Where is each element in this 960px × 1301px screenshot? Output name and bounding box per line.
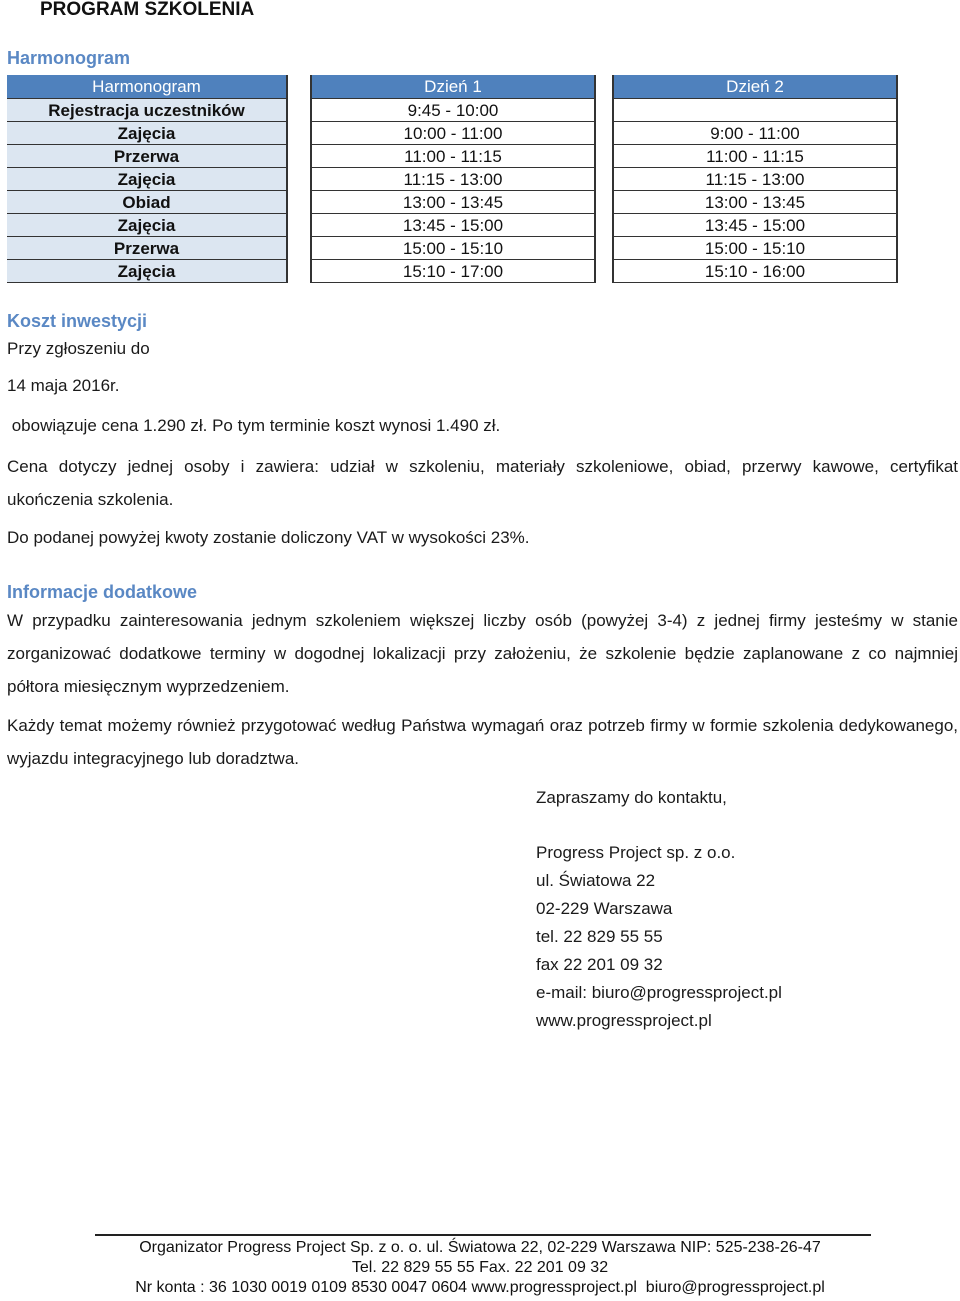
contact-invite: Zapraszamy do kontaktu,	[536, 788, 727, 807]
table-cell: 9:45 - 10:00	[312, 99, 594, 122]
table-cell: 15:00 - 15:10	[312, 237, 594, 260]
table-row-label: Zajęcia	[7, 122, 288, 145]
contact-phone: tel. 22 829 55 55	[536, 927, 663, 946]
schedule-labels-column	[7, 75, 288, 283]
contact-fax: fax 22 201 09 32	[536, 955, 663, 974]
table-cell: 11:15 - 13:00	[312, 168, 594, 191]
table-row-label: Przerwa	[7, 145, 288, 168]
contact-email: e-mail: biuro@progressproject.pl	[536, 983, 782, 1002]
schedule-heading: Harmonogram	[7, 48, 131, 68]
footer-line-2: Tel. 22 829 55 55 Fax. 22 201 09 32	[351, 1259, 609, 1276]
page-title: PROGRAM SZKOLENIA	[40, 0, 255, 20]
cost-line-3: obowiązuje cena 1.290 zł. Po tym terminie koszt wynosi 1.490 zł.	[7, 416, 501, 435]
table-cell: 13:45 - 15:00	[312, 214, 594, 237]
schedule-day2-column	[612, 75, 898, 283]
table-row-label: Obiad	[7, 191, 288, 214]
table-row-label: Rejestracja uczestników	[7, 99, 288, 122]
contact-website: www.progressproject.pl	[536, 1011, 712, 1030]
table-header-cell: Harmonogram	[7, 75, 288, 99]
table-row-label: Zajęcia	[7, 214, 288, 237]
table-cell: 15:00 - 15:10	[614, 237, 896, 260]
contact-company: Progress Project sp. z o.o.	[536, 843, 736, 862]
info-paragraph-1: W przypadku zainteresowania jednym szkoleniem większej liczby osób (powyżej 3-4) z jednej firmy jesteśmy w stanie zorganizować dodatkowe terminy w dogodnej lokalizacji przy założeniu, że szkolenie będzie zaplanowane z co najmniej półtora miesięcznym wyprzedzeniem.	[7, 611, 958, 696]
footer-divider	[95, 1234, 871, 1236]
footer-line-3: Nr konta : 36 1030 0019 0109 8530 0047 0604 www.progressproject.pl biuro@progressproject.pl	[135, 1279, 825, 1296]
table-cell: 15:10 - 16:00	[614, 260, 896, 283]
table-cell: 11:00 - 11:15	[614, 145, 896, 168]
info-paragraph-2: Każdy temat możemy również przygotować według Państwa wymagań oraz potrzeb firmy w formie szkolenia dedykowanego, wyjazdu integracyjnego lub doradztwa.	[7, 716, 958, 768]
table-cell: 13:45 - 15:00	[614, 214, 896, 237]
table-header-cell: Dzień 1	[312, 75, 594, 99]
cost-includes-paragraph: Cena dotyczy jednej osoby i zawiera: udział w szkoleniu, materiały szkoleniowe, obiad, przerwy kawowe, certyfikat ukończenia szkolenia.	[7, 457, 958, 509]
table-cell: 11:00 - 11:15	[312, 145, 594, 168]
table-cell: 13:00 - 13:45	[312, 191, 594, 214]
table-cell: 10:00 - 11:00	[312, 122, 594, 145]
table-header-cell: Dzień 2	[614, 75, 896, 99]
table-row-label: Zajęcia	[7, 168, 288, 191]
table-cell: 15:10 - 17:00	[312, 260, 594, 283]
table-row-label: Przerwa	[7, 237, 288, 260]
table-cell: 13:00 - 13:45	[614, 191, 896, 214]
info-heading: Informacje dodatkowe	[7, 582, 198, 602]
vat-paragraph: Do podanej powyżej kwoty zostanie doliczony VAT w wysokości 23%.	[7, 528, 530, 547]
schedule-day1-column	[310, 75, 596, 283]
table-cell	[614, 99, 896, 122]
contact-city: 02-229 Warszawa	[536, 899, 673, 918]
table-cell: 9:00 - 11:00	[614, 122, 896, 145]
footer-line-1: Organizator Progress Project Sp. z o. o. ul. Światowa 22, 02-229 Warszawa NIP: 525-238-26-47	[139, 1239, 821, 1256]
cost-line-1: Przy zgłoszeniu do	[7, 339, 150, 358]
table-row-label: Zajęcia	[7, 260, 288, 283]
cost-line-2: 14 maja 2016r.	[7, 376, 120, 395]
table-cell: 11:15 - 13:00	[614, 168, 896, 191]
cost-heading: Koszt inwestycji	[7, 311, 148, 331]
contact-street: ul. Światowa 22	[536, 871, 656, 890]
